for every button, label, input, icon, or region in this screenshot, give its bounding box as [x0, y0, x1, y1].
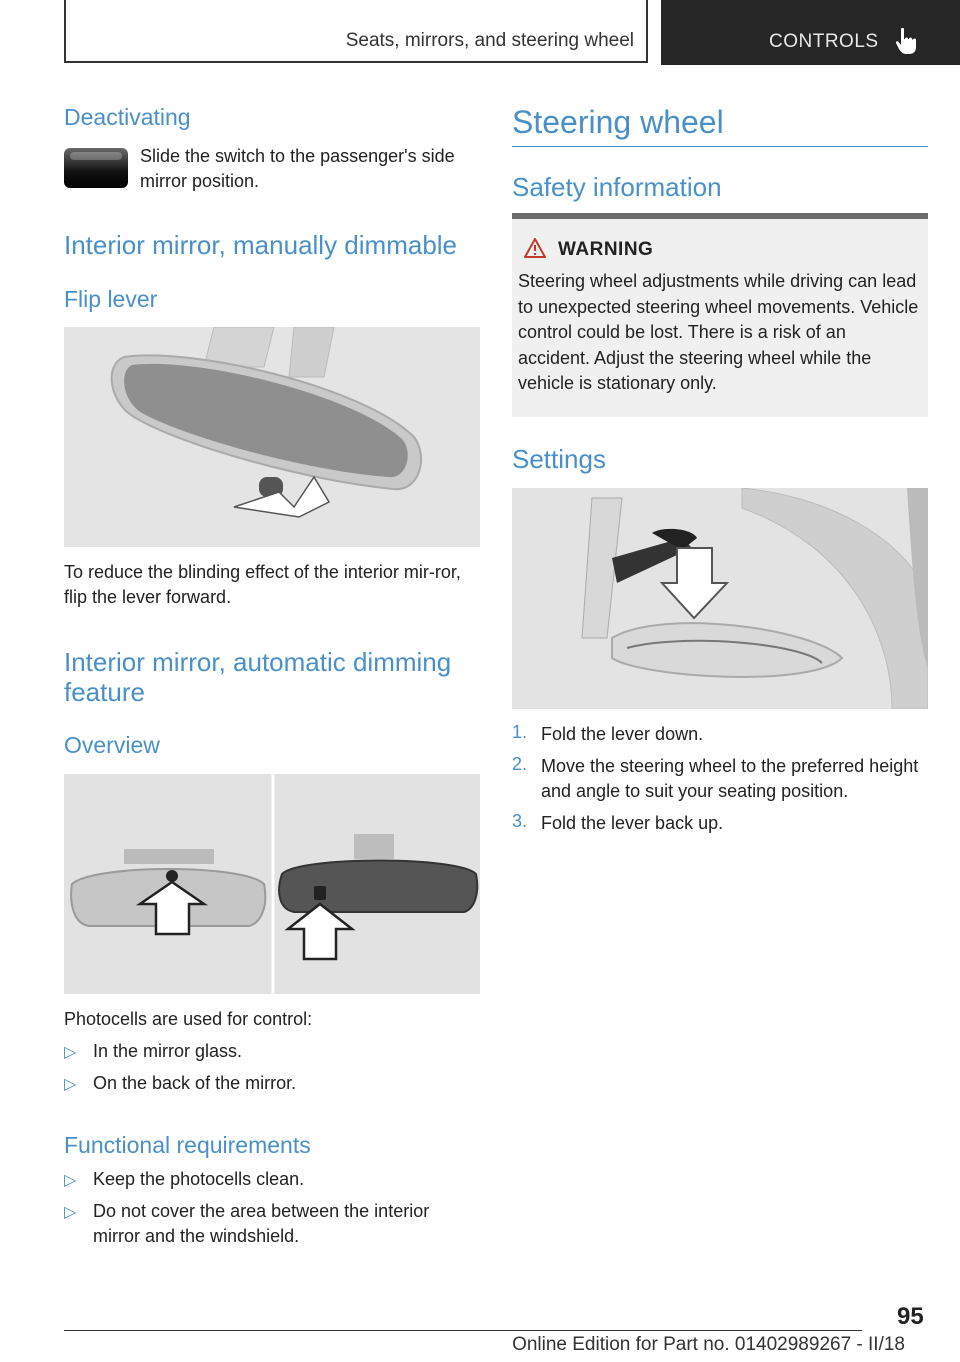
step-text: Fold the lever down. [541, 724, 704, 744]
flip-lever-figure [64, 327, 480, 547]
bullet-marker: ▷ [64, 1076, 77, 1093]
photocell-figure [64, 774, 480, 994]
step-text: Fold the lever back up. [541, 813, 724, 833]
bullet-marker: ▷ [64, 1172, 77, 1189]
heading-settings: Settings [512, 444, 606, 474]
warning-triangle-icon [524, 238, 546, 258]
photocell-text: Photocells are used for control: [64, 1009, 313, 1029]
hand-pointer-icon [895, 27, 919, 55]
page-number: 95 [897, 1303, 924, 1330]
deactivating-text: Slide the switch to the passenger's side mirror position. [140, 146, 455, 191]
heading-overview: Overview [64, 732, 160, 758]
header-section-box [661, 0, 960, 65]
step-text: Move the steering wheel to the preferred height and angle to suit your seating position. [541, 756, 919, 801]
step-number: 1. [512, 722, 528, 742]
heading-safety-information: Safety information [512, 172, 722, 202]
footer-edition: Online Edition for Part no. 01402989267 - II/18 [512, 1334, 905, 1355]
mirror-illustration [64, 327, 480, 547]
list-item-text: In the mirror glass. [93, 1041, 243, 1061]
list-item-text: Keep the photocells clean. [93, 1169, 305, 1189]
flip-lever-text: To reduce the blinding effect of the interior mir‐ror, flip the lever forward. [64, 562, 461, 607]
step-number: 3. [512, 811, 528, 831]
list-item-text: On the back of the mirror. [93, 1073, 297, 1093]
warning-title: WARNING [558, 239, 654, 260]
page-header [0, 0, 960, 66]
section-label: CONTROLS [769, 31, 879, 52]
page-title: Steering wheel [512, 104, 724, 140]
warning-bar [512, 213, 928, 219]
footer-rule [64, 1330, 862, 1331]
steering-lever-figure [512, 488, 928, 709]
bullet-marker: ▷ [64, 1204, 77, 1221]
heading-deactivating: Deactivating [64, 104, 191, 130]
heading-interior-auto: Interior mirror, automatic dimming feature [64, 647, 452, 707]
heading-interior-manual: Interior mirror, manually dimmable [64, 230, 458, 260]
list-item-text: Do not cover the area between the interior mirror and the windshield. [93, 1201, 430, 1246]
warning-box [512, 213, 928, 417]
photocell-illustration [64, 774, 480, 994]
bullet-marker: ▷ [64, 1044, 77, 1061]
heading-functional-requirements: Functional requirements [64, 1132, 311, 1158]
mirror-switch-icon [64, 148, 128, 188]
step-number: 2. [512, 754, 528, 774]
chapter-title: Seats, mirrors, and steering wheel [345, 30, 634, 51]
steering-lever-illustration [512, 488, 928, 709]
warning-text: Steering wheel adjustments while driving can lead to unexpected steering wheel movements. Vehicle control could be lost. There is a risk of an accident. Adjust the steering wheel while the vehicle is stationary only. [518, 271, 919, 393]
heading-flip-lever: Flip lever [64, 286, 158, 312]
header-chapter-box [64, 0, 648, 63]
title-rule [512, 146, 928, 147]
